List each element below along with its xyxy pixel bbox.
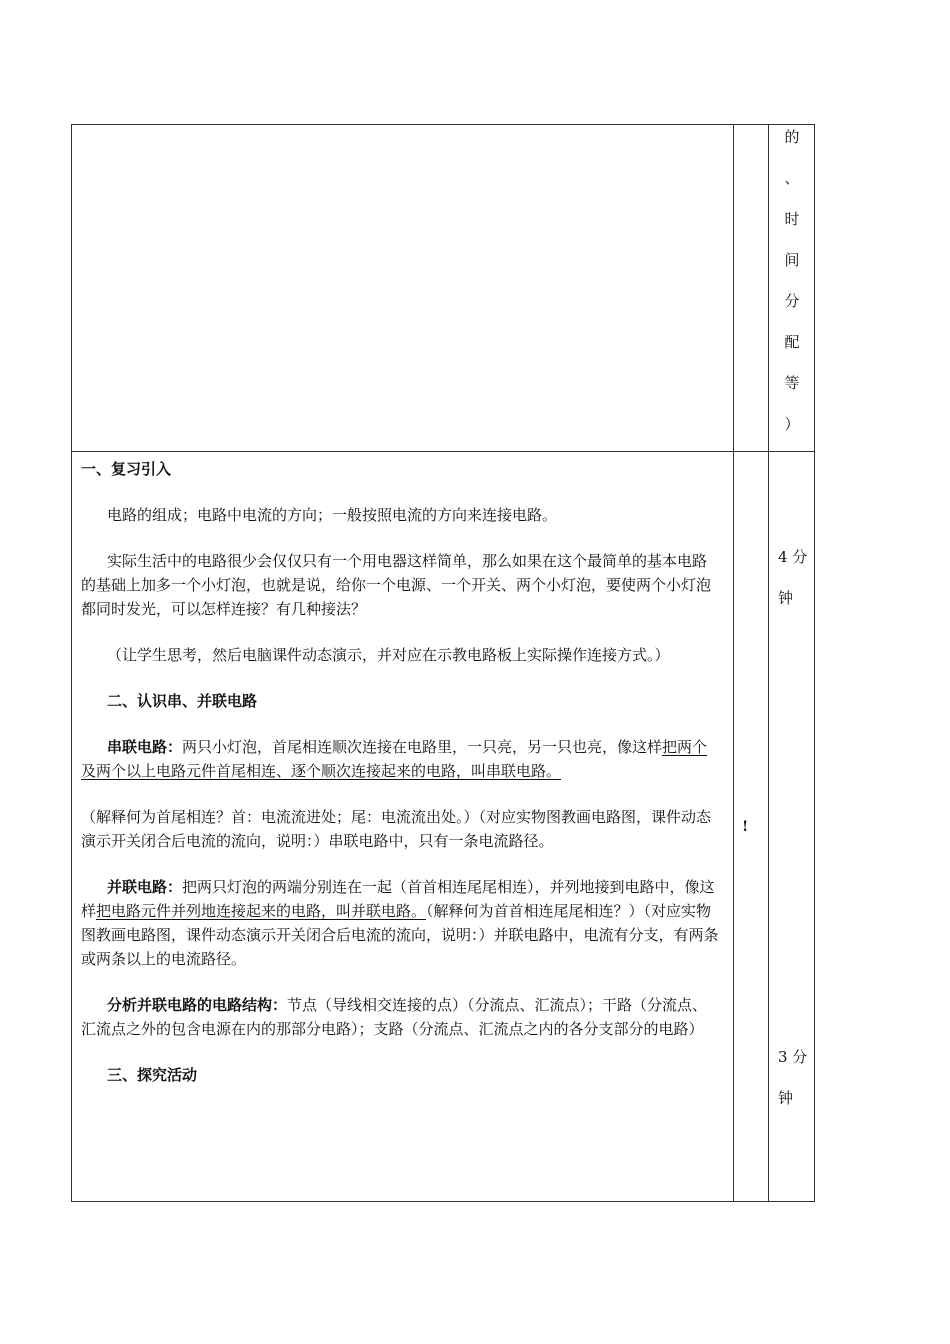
section1-heading: 一、复习引入: [81, 460, 172, 478]
lesson-table: [71, 124, 815, 1202]
margin-mark: !: [742, 819, 749, 835]
lesson-content: [81, 457, 721, 1087]
column-divider-1: [733, 125, 734, 1201]
series-definition: 串联电路：两只小灯泡，首尾相连顺次连接在电路里，一只亮，另一只也亮，像这样把两个及两个以上电路元件首尾相连、逐个顺次连接起来的电路，叫串联电路。: [81, 738, 708, 780]
section1-p1: 电路的组成；电路中电流的方向；一般按照电流的方向来连接电路。: [107, 506, 558, 524]
time-allocation-2: 3 分 钟: [778, 1048, 808, 1107]
section1-p3: （让学生思考，然后电脑课件动态演示，并对应在示教电路板上实际操作连接方式。）: [107, 646, 670, 664]
time-allocation-1: 4 分 钟: [778, 548, 808, 607]
section1-p2: 实际生活中的电路很少会仅仅只有一个用电器这样简单，那么如果在这个最简单的基本电路的基础上加多一个小灯泡，也就是说，给你一个电源、一个开关、两个小灯泡，要使两个小灯泡都同时发光，可以怎样连接？有几种接法？: [81, 552, 712, 618]
parallel-analysis: 分析并联电路的电路结构：节点（导线相交连接的点）（分流点、汇流点）；干路（分流点、汇流点之外的包含电源在内的那部分电路）；支路（分流点、汇流点之内的各分支部分的电路）: [81, 996, 708, 1038]
section2-heading: 二、认识串、并联电路: [107, 692, 258, 710]
parallel-definition: 并联电路：把两只灯泡的两端分别连在一起（首首相连尾尾相连），并列地接到电路中，像这样把电路元件并列地连接起来的电路，叫并联电路。（解释何为首首相连尾尾相连？）（对应实物图教画电路图，课件动态演示开关闭合后电流的流向，说明：）并联电路中，电流有分支，有两条或两条以上的电流路径。: [81, 878, 719, 968]
series-note: （解释何为首尾相连？首：电流流进处；尾：电流流出处。）（对应实物图教画电路图，课件动态演示开关闭合后电流的流向，说明：）串联电路中，只有一条电流路径。: [81, 808, 712, 850]
section3-heading: 三、探究活动: [107, 1066, 198, 1084]
top-right-vertical-text: 的 、 时 间 分 配 等 ）: [784, 128, 800, 433]
row-divider: [72, 451, 814, 452]
